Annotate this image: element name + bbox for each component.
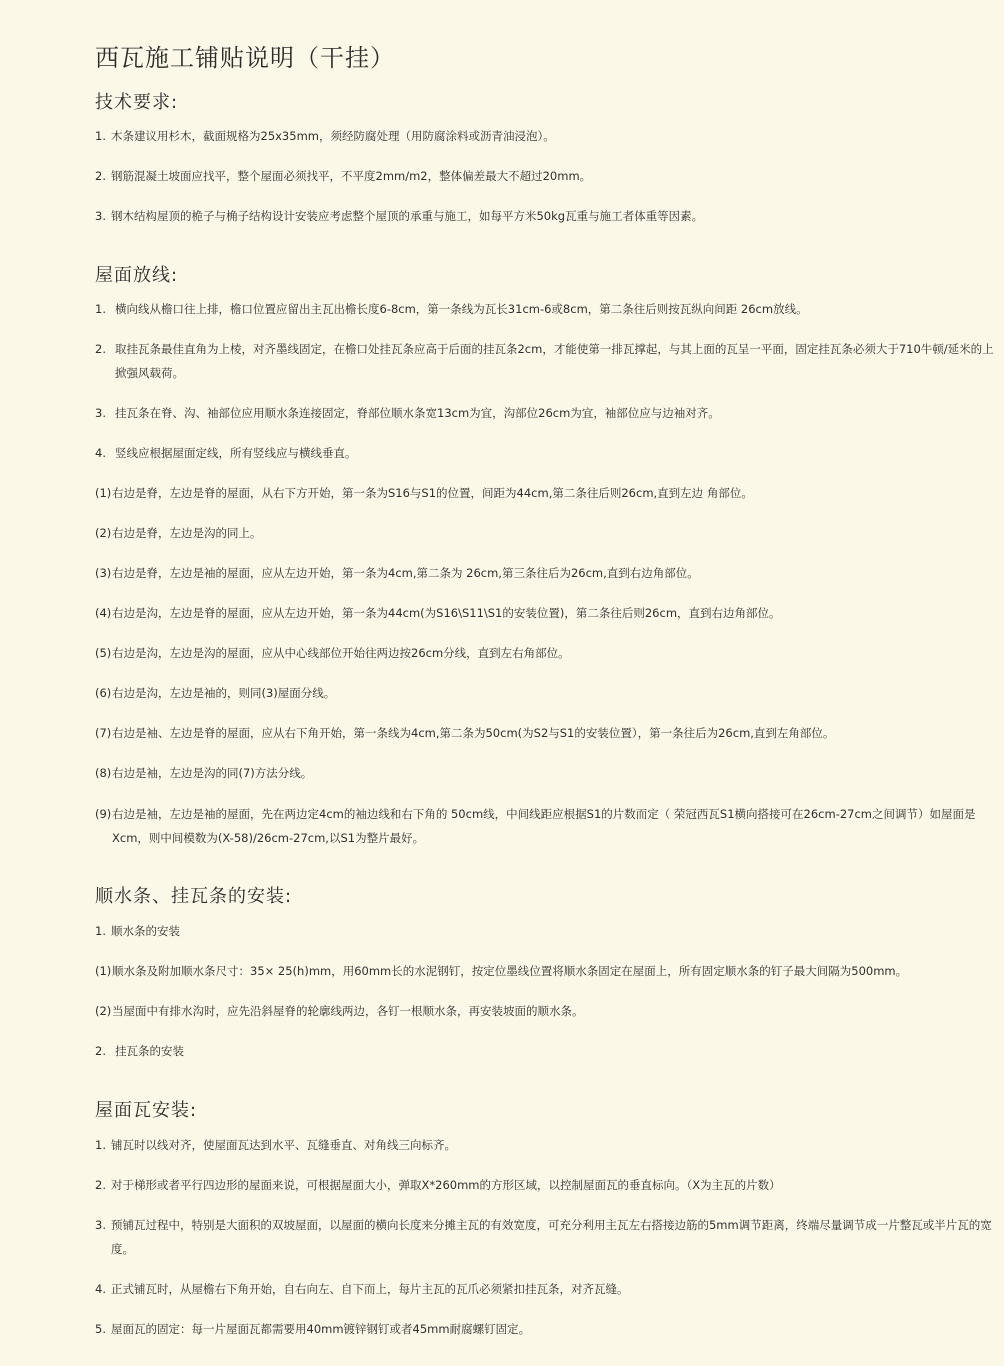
list-item bbox=[95, 1039, 998, 1063]
item-number: (2) bbox=[95, 1004, 112, 1018]
list-item bbox=[95, 641, 998, 665]
item-number: 2. bbox=[95, 169, 106, 183]
item-number: 3. bbox=[95, 209, 106, 223]
item-number: (2) bbox=[95, 526, 112, 540]
list-item bbox=[95, 999, 998, 1023]
list-item bbox=[95, 761, 998, 785]
item-text: 钢筋混凝土坡面应找平，整个屋面必须找平，不平度2mm/m2，整体偏差最大不超过20mm。 bbox=[111, 169, 592, 183]
item-number: 4. bbox=[95, 1282, 106, 1296]
list-item bbox=[95, 441, 998, 465]
item-text: 顺水条及附加顺水条尺寸：35× 25(h)mm，用60mm长的水泥钢钉，按定位墨线位置将顺水条固定在屋面上，所有固定顺水条的钉子最大间隔为500mm。 bbox=[112, 964, 908, 978]
list-item bbox=[95, 919, 998, 943]
item-number: (3) bbox=[95, 566, 112, 580]
item-number: (1) bbox=[95, 964, 112, 978]
list-item bbox=[95, 1317, 998, 1341]
list-item bbox=[95, 124, 998, 148]
item-number: (8) bbox=[95, 766, 112, 780]
list-item bbox=[95, 802, 998, 850]
list-item bbox=[95, 337, 998, 385]
item-number: (5) bbox=[95, 646, 112, 660]
item-number: (4) bbox=[95, 606, 112, 620]
item-number: (7) bbox=[95, 726, 112, 740]
item-text: 正式铺瓦时，从屋檐右下角开始，自右向左、自下而上，每片主瓦的瓦爪必须紧扣挂瓦条，对齐瓦缝。 bbox=[111, 1282, 629, 1296]
item-text: 对于梯形或者平行四边形的屋面来说，可根据屋面大小，弹取X*260mm的方形区域，以控制屋面瓦的垂直标向。（X为主瓦的片数） bbox=[111, 1178, 781, 1192]
list-item bbox=[95, 401, 998, 425]
item-number: 2. bbox=[95, 1044, 106, 1058]
list-item bbox=[95, 297, 998, 321]
item-number: (6) bbox=[95, 686, 112, 700]
list-item bbox=[95, 521, 998, 545]
item-text: 右边是沟，左边是沟的屋面，应从中心线部位开始往两边按26cm分线，直到左右角部位。 bbox=[112, 646, 570, 660]
item-text: 右边是袖，左边是袖的屋面，先在两边定4cm的袖边线和右下角的 50cm线，中间线距应根据S1的片数而定（ 荣冠西瓦S1横向搭接可在26cm-27cm之间调节）如屋面是Xcm，则中间模数为(X-58)/26cm-27cm,以S1为整片最好。 bbox=[112, 807, 976, 845]
item-number: 1. bbox=[95, 924, 106, 938]
item-text: 挂瓦条的安装 bbox=[115, 1044, 184, 1058]
list-item bbox=[95, 1133, 998, 1157]
list-item bbox=[95, 561, 998, 585]
section-heading-batten-installation: 顺水条、挂瓦条的安装: bbox=[95, 886, 293, 907]
item-number: 2. bbox=[95, 342, 106, 356]
item-number: 1. bbox=[95, 302, 106, 316]
item-text: 右边是沟，左边是脊的屋面，应从左边开始，第一条为44cm(为S16\S11\S1的安装位置)，第二条往后则26cm，直到右边角部位。 bbox=[112, 606, 781, 620]
section-heading-technical-requirements: 技术要求: bbox=[95, 92, 179, 113]
item-text: 木条建议用杉木，截面规格为25x35mm，须经防腐处理（用防腐涂料或沥青油浸泡）。 bbox=[111, 129, 555, 143]
item-number: 1. bbox=[95, 1138, 106, 1152]
list-item bbox=[95, 1173, 998, 1197]
item-number: (1) bbox=[95, 486, 112, 500]
item-text: 顺水条的安装 bbox=[111, 924, 180, 938]
item-text: 取挂瓦条最佳直角为上棱，对齐墨线固定，在檐口处挂瓦条应高于后面的挂瓦条2cm，才能使第一排瓦撑起，与其上面的瓦呈一平面，固定挂瓦条必须大于710牛顿/延米的上掀强风载荷。 bbox=[115, 342, 994, 380]
list-item bbox=[95, 601, 998, 625]
item-text: 竖线应根据屋面定线，所有竖线应与横线垂直。 bbox=[115, 446, 357, 460]
item-text: 右边是沟，左边是袖的，则同(3)屋面分线。 bbox=[112, 686, 336, 700]
item-text: 当屋面中有排水沟时，应先沿斜屋脊的轮廓线两边，各钉一根顺水条，再安装坡面的顺水条。 bbox=[112, 1004, 584, 1018]
item-text: 挂瓦条在脊、沟、袖部位应用顺水条连接固定，脊部位顺水条宽13cm为宜，沟部位26cm为宜，袖部位应与边袖对齐。 bbox=[115, 406, 720, 420]
item-text: 屋面瓦的固定：每一片屋面瓦都需要用40mm镀锌钢钉或者45mm耐腐螺钉固定。 bbox=[111, 1322, 531, 1336]
list-item bbox=[95, 959, 998, 983]
item-number: 2. bbox=[95, 1178, 106, 1192]
section-heading-roof-layout: 屋面放线: bbox=[95, 265, 179, 286]
item-number: 4. bbox=[95, 446, 106, 460]
list-item bbox=[95, 721, 998, 745]
item-number: 3. bbox=[95, 1218, 106, 1232]
item-text: 右边是脊，左边是袖的屋面，应从左边开始，第一条为4cm,第二条为 26cm,第三条往后为26cm,直到右边角部位。 bbox=[112, 566, 699, 580]
list-item bbox=[95, 681, 998, 705]
document-title: 西瓦施工铺贴说明（干挂） bbox=[95, 44, 395, 72]
item-text: 横向线从檐口往上排，檐口位置应留出主瓦出檐长度6-8cm，第一条线为瓦长31cm-6或8cm，第二条往后则按瓦纵向间距 26cm放线。 bbox=[115, 302, 808, 316]
item-text: 右边是袖，左边是沟的同(7)方法分线。 bbox=[112, 766, 313, 780]
section-heading-roof-tile-installation: 屋面瓦安装: bbox=[95, 1100, 198, 1121]
list-item bbox=[95, 1213, 998, 1261]
list-item bbox=[95, 1277, 998, 1301]
list-item bbox=[95, 164, 998, 188]
item-text: 右边是脊，左边是脊的屋面，从右下方开始，第一条为S16与S1的位置，间距为44cm,第二条往后则26cm,直到左边 角部位。 bbox=[112, 486, 753, 500]
item-number: (9) bbox=[95, 807, 112, 821]
item-text: 预铺瓦过程中，特别是大面积的双坡屋面，以屋面的横向长度来分摊主瓦的有效宽度，可充分利用主瓦左右搭接边筋的5mm调节距离，终端尽量调节成一片整瓦或半片瓦的宽度。 bbox=[111, 1218, 992, 1256]
item-text: 右边是脊，左边是沟的同上。 bbox=[112, 526, 262, 540]
item-text: 铺瓦时以线对齐，使屋面瓦达到水平、瓦缝垂直、对角线三向标齐。 bbox=[111, 1138, 456, 1152]
item-number: 5. bbox=[95, 1322, 106, 1336]
item-text: 右边是袖、左边是脊的屋面，应从右下角开始，第一条线为4cm,第二条为50cm(为S2与S1的安装位置），第一条往后为26cm,直到左角部位。 bbox=[112, 726, 835, 740]
list-item bbox=[95, 204, 998, 228]
item-number: 3. bbox=[95, 406, 106, 420]
item-number: 1. bbox=[95, 129, 106, 143]
list-item bbox=[95, 481, 998, 505]
item-text: 钢木结构屋顶的桅子与桷子结构设计安装应考虑整个屋顶的承重与施工，如每平方米50kg瓦重与施工者体重等因素。 bbox=[111, 209, 704, 223]
